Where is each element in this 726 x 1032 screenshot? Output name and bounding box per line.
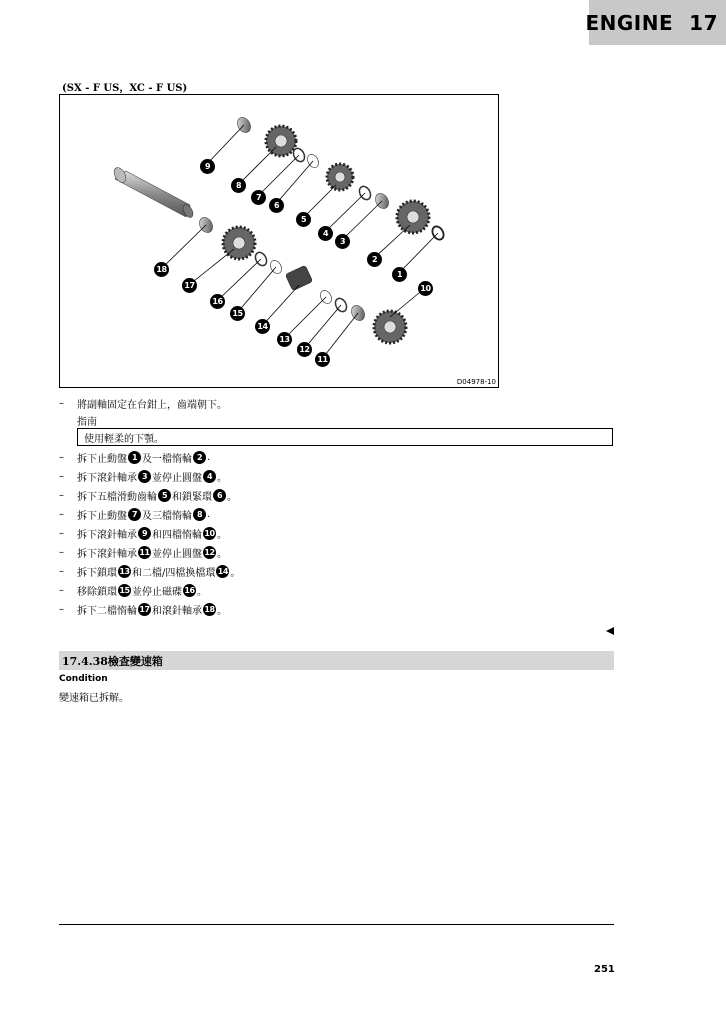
callout-ref: 12	[204, 548, 215, 557]
hint-text: 使用輕柔的下顎。	[84, 433, 164, 445]
callout-ref: 10	[204, 529, 215, 538]
countershaft	[112, 166, 195, 219]
callout-12: 12	[297, 342, 312, 357]
section-title: 17.4.38檢查變速箱	[62, 654, 163, 668]
part-gear-5	[327, 164, 353, 190]
chapter-number: 17	[689, 10, 718, 35]
callout-ref: 1	[128, 451, 141, 464]
callout-ref: 7	[128, 508, 141, 521]
list-item: – 拆下止動盤 7 及三檔惰輪 8 .	[59, 509, 211, 522]
page-number: 251	[594, 964, 615, 975]
list-item: – 拆下滾針軸承 11 並停止圓盤 12 。	[59, 547, 227, 560]
hint-title: 指南	[77, 417, 97, 428]
callout-ref: 13	[119, 567, 130, 576]
callout-ref: 11	[139, 548, 150, 557]
callout-9: 9	[200, 159, 215, 174]
condition-text: 變速箱已拆解。	[59, 693, 129, 704]
callout-ref: 9	[138, 527, 151, 540]
callout-ref: 18	[204, 605, 215, 614]
callout-2: 2	[367, 252, 382, 267]
callout-4: 4	[318, 226, 333, 241]
callout-17: 17	[182, 278, 197, 293]
part-gear-10	[374, 311, 406, 343]
part-shift-ring-14	[285, 265, 313, 291]
callout-16: 16	[210, 294, 225, 309]
callout-3: 3	[335, 234, 350, 249]
callout-ref: 14	[217, 567, 228, 576]
callout-15: 15	[230, 306, 245, 321]
part-gear-2	[397, 201, 429, 233]
section-heading	[59, 651, 614, 670]
callout-ref: 15	[119, 586, 130, 595]
footer-divider	[59, 924, 614, 925]
callout-6: 6	[269, 198, 284, 213]
callout-ref: 5	[158, 489, 171, 502]
intro-step: – 將副軸固定在台鉗上，齒端朝下。	[59, 398, 227, 411]
callout-ref: 4	[203, 470, 216, 483]
callout-13: 13	[277, 332, 292, 347]
callout-7: 7	[251, 190, 266, 205]
list-item: – 拆下五檔滑動齒輪 5 和鎖緊環 6 。	[59, 490, 237, 503]
callout-14: 14	[255, 319, 270, 334]
callout-10: 10	[418, 281, 433, 296]
list-item: – 移除鎖環 15 並停止磁碟 16 。	[59, 585, 207, 598]
callout-ref: 16	[184, 586, 195, 595]
callout-ref: 3	[138, 470, 151, 483]
callout-8: 8	[231, 178, 246, 193]
callout-11: 11	[315, 352, 330, 367]
chapter-title: ENGINE	[585, 10, 674, 35]
list-item: – 拆下滾針軸承 3 並停止圓盤 4 。	[59, 471, 227, 484]
list-item: – 拆下二檔惰輪 17 和滾針軸承 18 。	[59, 604, 227, 617]
chapter-header-tab	[585, 0, 726, 45]
callout-ref: 6	[213, 489, 226, 502]
callout-18: 18	[154, 262, 169, 277]
callout-ref: 17	[139, 605, 150, 614]
hint-box	[77, 428, 613, 446]
list-item: – 拆下止動盤 1 及一檔惰輪 2 .	[59, 452, 211, 465]
model-variant-label: (SX - F US，XC - F US)	[62, 83, 188, 94]
callout-ref: 8	[193, 508, 206, 521]
list-item: – 拆下鎖環 13 和二檔/四檔換檔環 14 。	[59, 566, 241, 579]
exploded-view-figure	[59, 94, 499, 388]
callout-ref: 2	[193, 451, 206, 464]
callout-1: 1	[392, 267, 407, 282]
figure-id: D04978-10	[456, 378, 496, 386]
list-item: – 拆下滾針軸承 9 和四檔惰輪 10 。	[59, 528, 227, 541]
section-end-marker-icon	[606, 627, 614, 635]
part-gear-8	[266, 126, 296, 156]
callout-5: 5	[296, 212, 311, 227]
condition-label: Condition	[59, 674, 108, 684]
